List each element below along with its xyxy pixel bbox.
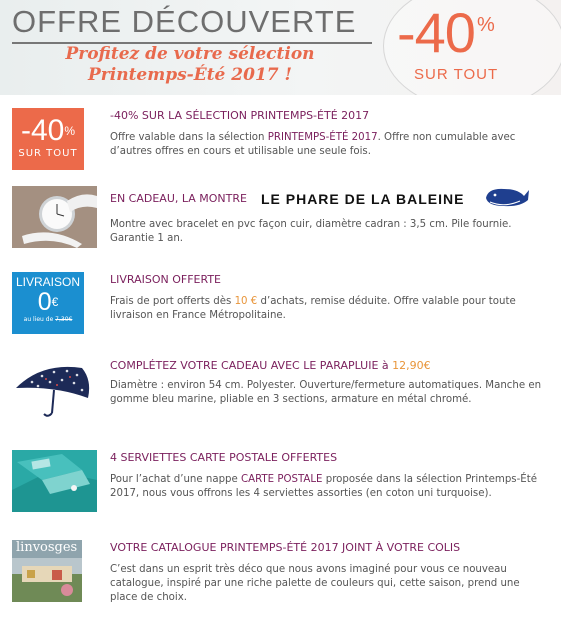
banner-discount-value: -40 [397, 1, 475, 64]
offer-item-umbrella [12, 358, 552, 428]
catalogue-title: linvosges [16, 540, 78, 555]
offer-item-catalogue [12, 540, 552, 610]
delivery-badge-label: LIVRAISON [15, 275, 81, 289]
body-text: . Offre non cumulable avec d’autres offres en cours et utilisable une seule fois. [110, 132, 516, 157]
banner-subtitle-line1: Profitez de votre sélection [65, 44, 315, 64]
offer-item-discount [12, 108, 552, 178]
item-heading: -40% SUR LA SÉLECTION PRINTEMPS-ÉTÉ 2017 [110, 109, 370, 122]
item-heading-text: COMPLÉTEZ VOTRE CADEAU AVEC LE PARAPLUIE à [110, 359, 393, 372]
item-body: Diamètre : environ 54 cm. Polyester. Ouverture/fermeture automatiques. Manche en gomme bleu marine, pliable en 3 sections, armature en métal chromé. [110, 380, 542, 405]
delivery-badge-note: au lieu de [23, 316, 56, 323]
item-heading: VOTRE CATALOGUE PRINTEMPS-ÉTÉ 2017 JOINT À VOTRE COLIS [110, 541, 461, 554]
item-body: Montre avec bracelet en pvc façon cuir, diamètre cadran : 3,5 cm. Pile fournie. Garantie 1 an. [110, 219, 512, 244]
threshold-amount: 10 € [234, 296, 258, 307]
body-text: Offre valable dans la sélection [110, 132, 268, 143]
body-text: d’achats, remise déduite. Offre valable pour toute livraison en France Métropolitaine. [110, 296, 516, 321]
banner-subtitle-line2: Printemps-Été 2017 ! [88, 65, 292, 85]
whale-icon [484, 186, 530, 212]
delivery-badge [12, 272, 84, 334]
body-text: proposée dans la sélection Printemps-Été 2017, nous vous offrons les 4 serviettes assorties (en coton uni turquoise). [110, 474, 537, 499]
item-heading: 4 SERVIETTES CARTE POSTALE OFFERTES [110, 451, 338, 464]
tablecloth-link[interactable]: CARTE POSTALE [241, 474, 323, 485]
offer-item-napkins [12, 450, 552, 520]
discount-badge [12, 108, 84, 170]
banner-title: OFFRE DÉCOUVERTE [12, 4, 357, 39]
delivery-badge-price: 0 [37, 288, 52, 316]
discount-badge-pct: % [64, 124, 76, 138]
selection-link[interactable]: PRINTEMPS-ÉTÉ 2017 [267, 132, 378, 143]
delivery-badge-currency: € [51, 295, 59, 309]
offer-banner [0, 0, 561, 95]
body-text: Pour l’achat d’une nappe [110, 474, 242, 485]
umbrella-price: 12,90€ [392, 359, 431, 372]
item-heading: LIVRAISON OFFERTE [110, 273, 222, 286]
catalogue-image [12, 540, 82, 602]
item-heading-text: EN CADEAU, LA MONTRE [110, 192, 247, 205]
napkins-image [12, 450, 97, 512]
discount-badge-value: -40 [20, 114, 65, 147]
banner-sur-tout: SUR TOUT [414, 66, 499, 83]
item-body [110, 295, 550, 323]
item-body: C’est dans un esprit très déco que nous avons imaginé pour vous ce nouveau catalogue, inspiré par une riche palette de couleurs qui, cette saison, prend une place de choix. [110, 564, 520, 603]
umbrella-image [12, 358, 97, 420]
banner-subtitle [0, 44, 380, 86]
watch-image [12, 186, 97, 248]
banner-percent: % [476, 14, 494, 36]
item-body [110, 131, 550, 159]
offer-item-delivery [12, 272, 552, 342]
item-heading [110, 358, 550, 373]
delivery-badge-old-price: 7,30€ [55, 316, 73, 323]
body-text: Frais de port offerts dès [110, 296, 235, 307]
banner-discount [397, 0, 492, 65]
discount-badge-sub: SUR TOUT [18, 148, 78, 159]
item-heading [110, 186, 550, 212]
brand-logo: LE PHARE DE LA BALEINE [260, 190, 465, 207]
offer-item-watch [12, 186, 552, 256]
item-body [110, 473, 550, 501]
